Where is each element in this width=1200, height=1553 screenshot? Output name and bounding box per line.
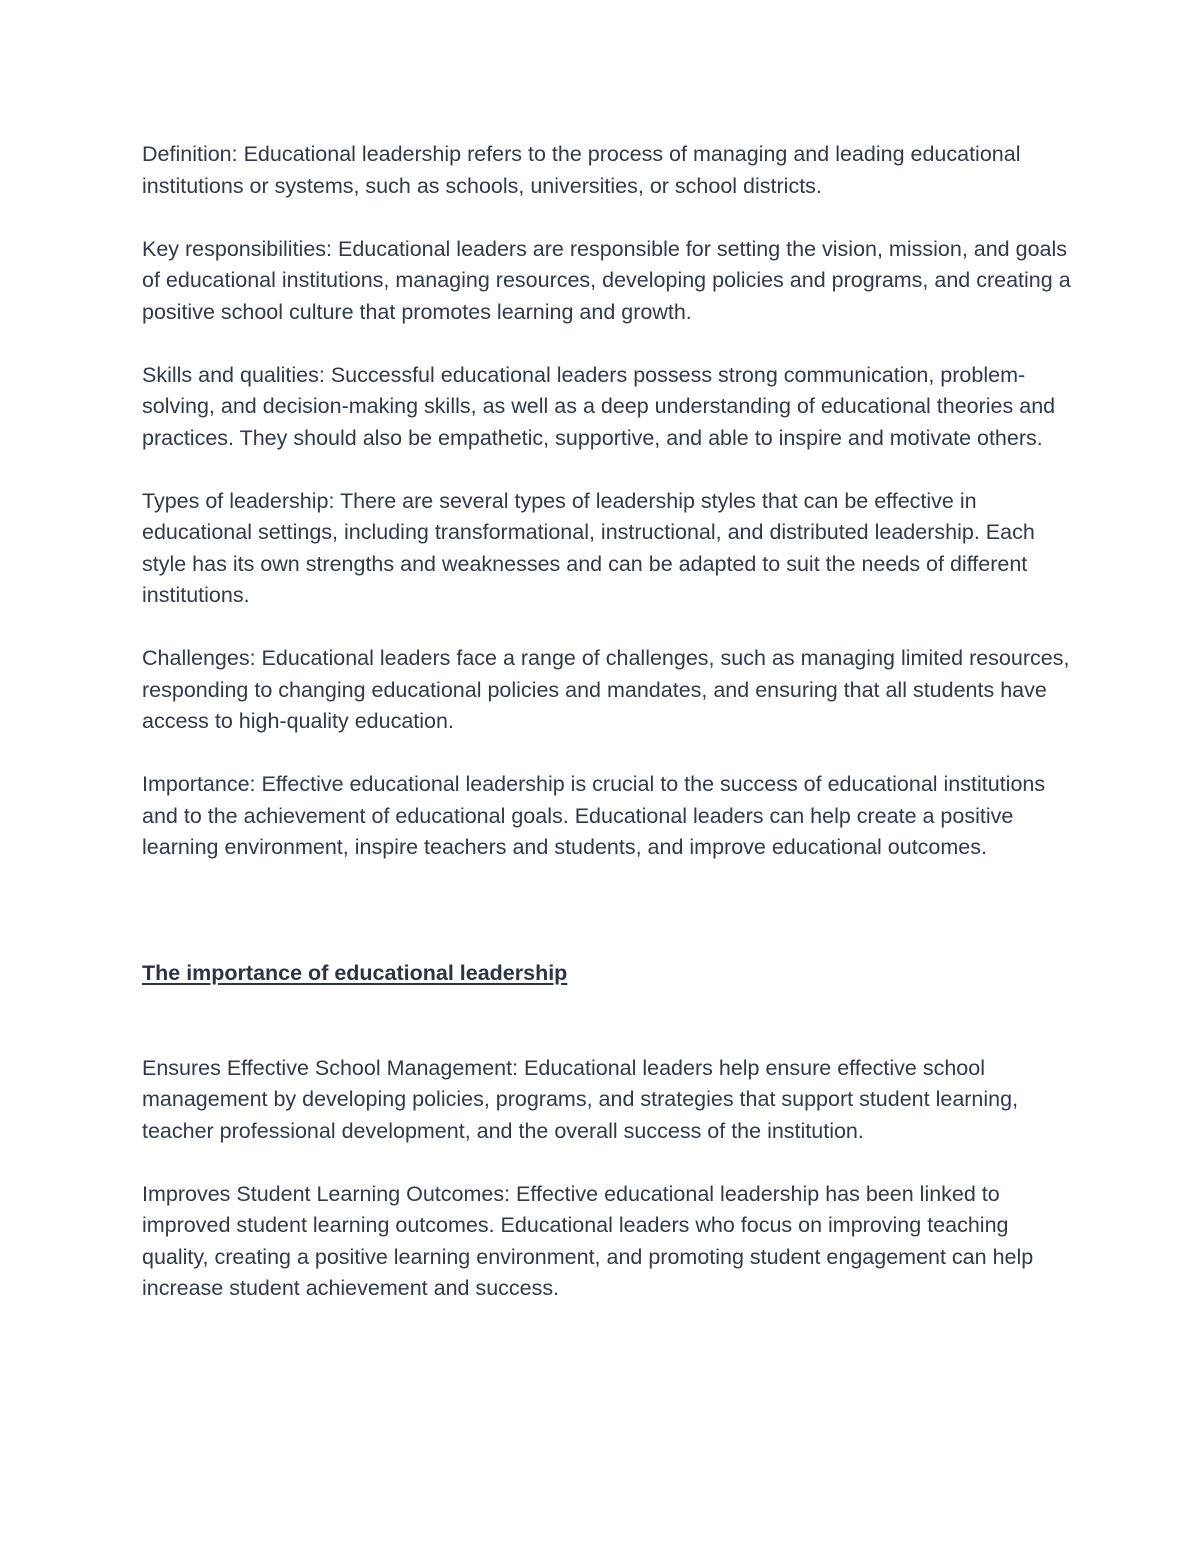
paragraph-student-learning-outcomes: Improves Student Learning Outcomes: Effective educational leadership has been linked to improved student learning outcomes. Educational leaders who focus on improving teaching quality, creating a positive learning environment, and promoting student engagement can help increase student achievement and success.	[142, 1181, 1034, 1300]
paragraph-challenges: Challenges: Educational leaders face a range of challenges, such as managing limited resources, responding to changing educational policies and mandates, and ensuring that all students have access to high-quality education.	[142, 646, 1070, 733]
paragraph-skills-and-qualities: Skills and qualities: Successful educational leaders possess strong communication, problem-solving, and decision-making skills, as well as a deep understanding of educational theories and practices. They should also be empathetic, supportive, and able to inspire and motivate others.	[142, 362, 1056, 450]
paragraph-importance: Importance: Effective educational leadership is crucial to the success of educational institutions and to the achievement of educational goals. Educational leaders can help create a positive learning environment, inspire teachers and students, and improve educational outcomes.	[142, 772, 1046, 859]
paragraph-types-of-leadership: Types of leadership: There are several types of leadership styles that can be effective in educational settings, including transformational, instructional, and distributed leadership. Each style has its own strengths and weaknesses and can be adapted to suit the needs of different institutions.	[142, 488, 1035, 607]
document-page	[142, 139, 1072, 1336]
paragraph-definition: Definition: Educational leadership refers to the process of managing and leading educational institutions or systems, such as schools, universities, or school districts.	[142, 142, 1021, 198]
paragraph-key-responsibilities: Key responsibilities: Educational leaders are responsible for setting the vision, mission, and goals of educational institutions, managing resources, developing policies and programs, and creating a positive school culture that promotes learning and growth.	[142, 236, 1071, 324]
section-spacer	[142, 895, 1072, 958]
section-heading: The importance of educational leadership	[142, 961, 568, 985]
paragraph-effective-school-management: Ensures Effective School Management: Educational leaders help ensure effective school management by developing policies, programs, and strategies that support student learning, teacher professional development, and the overall success of the institution.	[142, 1055, 1019, 1143]
heading-spacer	[142, 990, 1072, 1053]
